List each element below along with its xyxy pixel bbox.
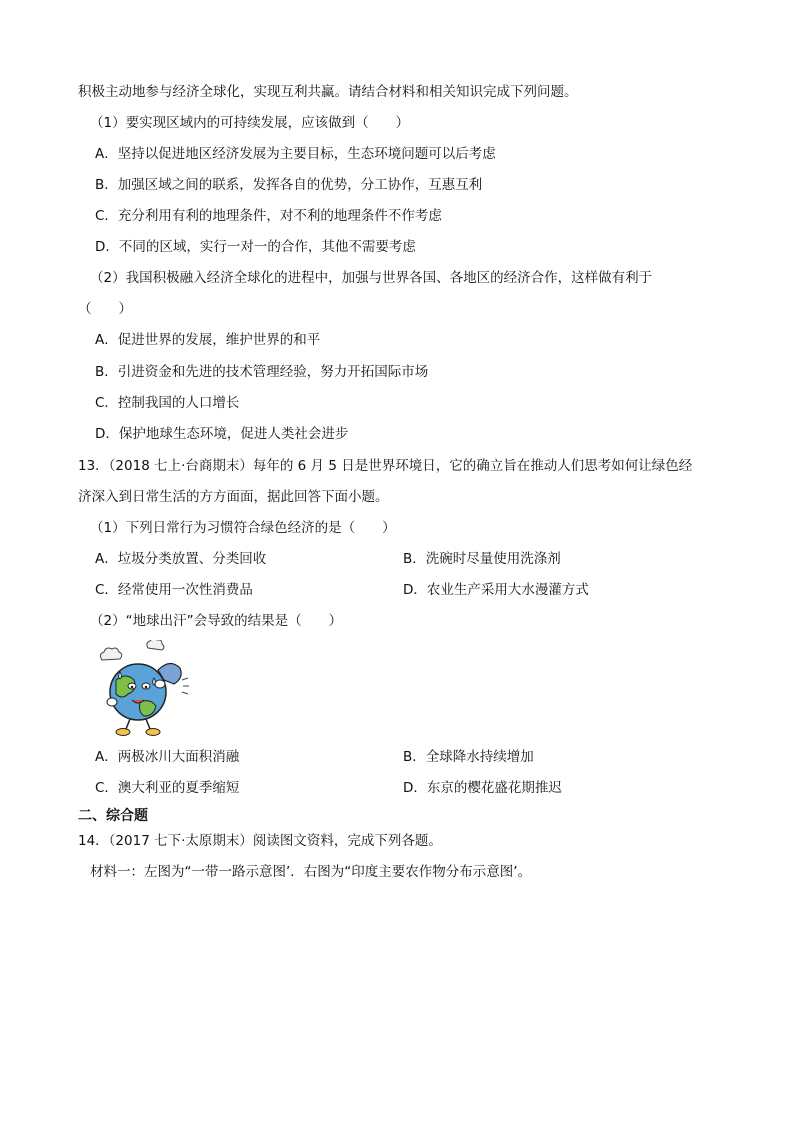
q13-1-option-c: C．经常使用一次性消费品: [95, 582, 253, 598]
q14-material: 材料一：左图为“一带一路示意图’．右图为“印度主要农作物分布示意图’。: [90, 864, 532, 880]
q12-1-option-c: C．充分利用有利的地理条件，对不利的地理条件不作考虑: [95, 208, 442, 224]
q12-1-stem: （1）要实现区域内的可持续发展，应该做到（ ）: [90, 115, 410, 131]
q13-1-stem: （1）下列日常行为习惯符合绿色经济的是（ ）: [90, 520, 396, 536]
q13-1-option-d: D．农业生产采用大水漫灌方式: [403, 582, 589, 598]
intro-tail: 积极主动地参与经济全球化，实现互利共赢。请结合材料和相关知识完成下列问题。: [78, 84, 578, 100]
q12-2-stem-line1: （2）我国积极融入经济全球化的进程中，加强与世界各国、各地区的经济合作，这样做有利于: [90, 270, 653, 286]
q12-1-option-a: A．坚持以促进地区经济发展为主要目标，生态环境问题可以后考虑: [95, 146, 496, 162]
q12-2-option-a: A．促进世界的发展，维护世界的和平: [95, 332, 321, 348]
q13-2-option-b: B．全球降水持续增加: [403, 749, 534, 765]
q12-2-option-c: C．控制我国的人口增长: [95, 395, 240, 411]
heat-puff-icon: [100, 648, 121, 660]
q13-2-option-d: D．东京的樱花盛花期推迟: [403, 780, 562, 796]
q13-stem-line2: 济深入到日常生活的方方面面，据此回答下面小题。: [78, 489, 389, 505]
section-heading: 二、综合题: [78, 808, 148, 824]
q13-2-stem: （2）“地球出汗”会导致的结果是（ ）: [90, 613, 343, 629]
q13-1-option-b: B．洗碗时尽量使用洗涤剂: [403, 551, 561, 567]
q13-2-option-a: A．两极冰川大面积消融: [95, 749, 240, 765]
heat-puff-icon: [147, 640, 164, 650]
q12-2-option-d: D．保护地球生态环境，促进人类社会进步: [95, 426, 349, 442]
q13-2-option-c: C．澳大利亚的夏季缩短: [95, 780, 240, 796]
q13-stem-line1: 13．（2018 七上·台商期末）每年的 6 月 5 日是世界环境日，它的确立旨在推动人们思考如何让绿色经: [78, 458, 693, 474]
q12-1-option-d: D．不同的区域，实行一对一的合作，其他不需要考虑: [95, 239, 416, 255]
q12-2-option-b: B．引进资金和先进的技术管理经验，努力开拓国际市场: [95, 364, 429, 380]
q12-1-option-b: B．加强区域之间的联系，发挥各自的优势，分工协作，互惠互利: [95, 177, 483, 193]
sweating-earth-illustration: [96, 640, 196, 740]
q13-1-option-a: A．垃圾分类放置、分类回收: [95, 551, 267, 567]
q14-stem: 14．（2017 七下·太原期末）阅读图文资料，完成下列各题。: [78, 833, 442, 849]
q12-2-stem-line2: （ ）: [78, 301, 132, 317]
